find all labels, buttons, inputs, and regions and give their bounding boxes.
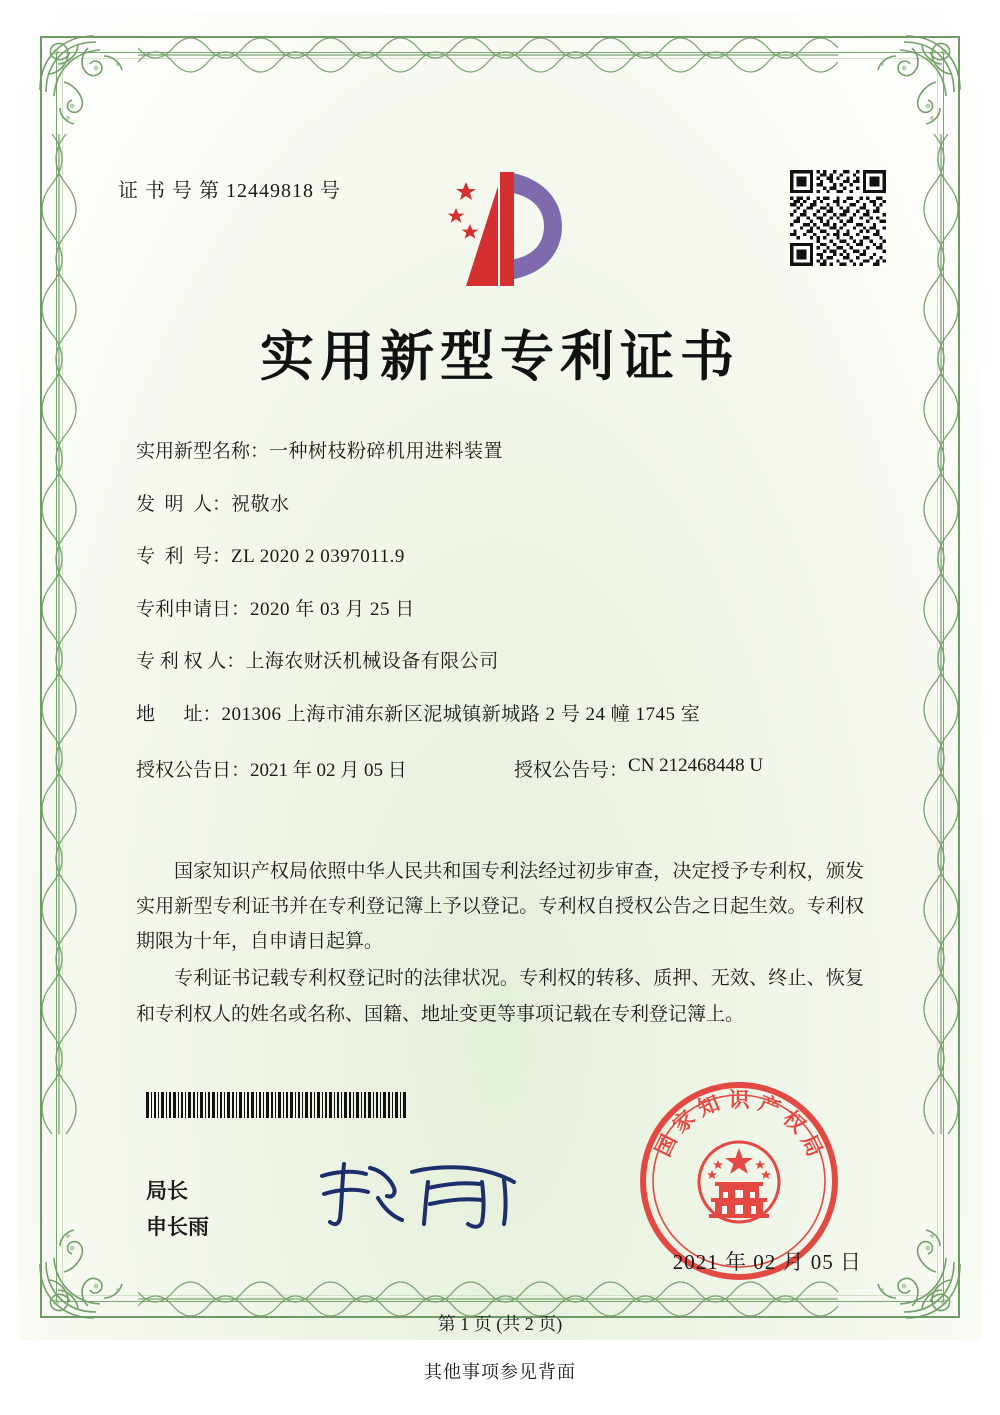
svg-text:局: 局 (796, 1130, 829, 1161)
svg-text:国: 国 (649, 1130, 682, 1161)
svg-text:识: 识 (728, 1087, 750, 1112)
legal-body-text (136, 854, 864, 1034)
svg-text:知: 知 (694, 1089, 723, 1121)
cnipa-logo-icon (436, 164, 576, 294)
field-patent-number (136, 544, 882, 571)
field-value: 201306 上海市浦东新区泥城镇新城路 2 号 24 幢 1745 室 (221, 703, 701, 725)
border-vine-pattern (918, 134, 964, 1134)
svg-text:产: 产 (755, 1089, 784, 1121)
paragraph-2: 专利证书记载专利权登记时的法律状况。专利权的转移、质押、无效、终止、恢复和专利权人的姓名或名称、国籍、地址变更等事项记载在专利登记簿上。 (136, 968, 864, 1025)
field-grant-row (136, 755, 882, 782)
page-number: 第 1 页 (共 2 页) (437, 1314, 563, 1334)
field-grant-date (136, 755, 514, 782)
field-address (136, 702, 882, 729)
border-vine-pattern (138, 32, 838, 78)
field-value: ZL 2020 2 0397011.9 (231, 546, 405, 568)
director-name: 申长雨 (146, 1214, 209, 1239)
field-inventor (136, 492, 882, 519)
field-application-date (136, 597, 882, 624)
seal-date: 2021 年 02 月 05 日 (672, 1250, 862, 1274)
corner-ornament-icon (34, 1216, 142, 1324)
qr-code-icon (790, 170, 886, 266)
border-vine-pattern (36, 134, 82, 1134)
field-label: 专 利 权 人： (136, 651, 246, 673)
field-value: 一种树枝粉碎机用进料装置 (269, 441, 504, 462)
field-utility-model-name (136, 439, 882, 466)
svg-text:权: 权 (778, 1105, 811, 1138)
field-label: 实用新型名称： (136, 441, 270, 462)
field-value: CN 212468448 U (628, 754, 764, 776)
svg-text:家: 家 (667, 1105, 700, 1138)
paragraph-1: 国家知识产权局依照中华人民共和国专利法经过初步审查，决定授予专利权，颁发实用新型专利证书并在专利登记簿上予以登记。专利权自授权公告之日起生效。专利权期限为十年，自申请日起算。 (136, 861, 864, 953)
field-grant-number (514, 755, 882, 782)
certificate-fields (136, 439, 882, 802)
handwritten-signature-icon (308, 1154, 538, 1234)
field-label: 专 利 号： (136, 546, 232, 568)
footnote: 其他事项参见背面 (424, 1362, 576, 1382)
field-label: 发 明 人： (136, 493, 232, 515)
corner-ornament-icon (858, 30, 966, 138)
field-label: 授权公告日： (136, 759, 251, 781)
signature-block (146, 1174, 209, 1245)
field-label: 授权公告号： (514, 759, 629, 781)
field-patentee (136, 649, 882, 676)
field-value: 2021 年 02 月 05 日 (250, 759, 407, 781)
field-value: 2020 年 03 月 25 日 (250, 598, 415, 620)
field-label: 地 址： (136, 703, 222, 725)
field-value: 祝敬水 (231, 493, 290, 515)
field-label: 专利申请日： (136, 598, 251, 620)
field-value: 上海农财沃机械设备有限公司 (245, 651, 499, 673)
page-title: 实用新型专利证书 (260, 324, 740, 388)
patent-certificate-page (18, 14, 982, 1340)
director-title: 局长 (146, 1179, 188, 1203)
corner-ornament-icon (858, 1216, 966, 1324)
barcode-icon (146, 1092, 408, 1118)
certificate-number: 证 书 号 第 12449818 号 (118, 180, 341, 202)
corner-ornament-icon (34, 30, 142, 138)
